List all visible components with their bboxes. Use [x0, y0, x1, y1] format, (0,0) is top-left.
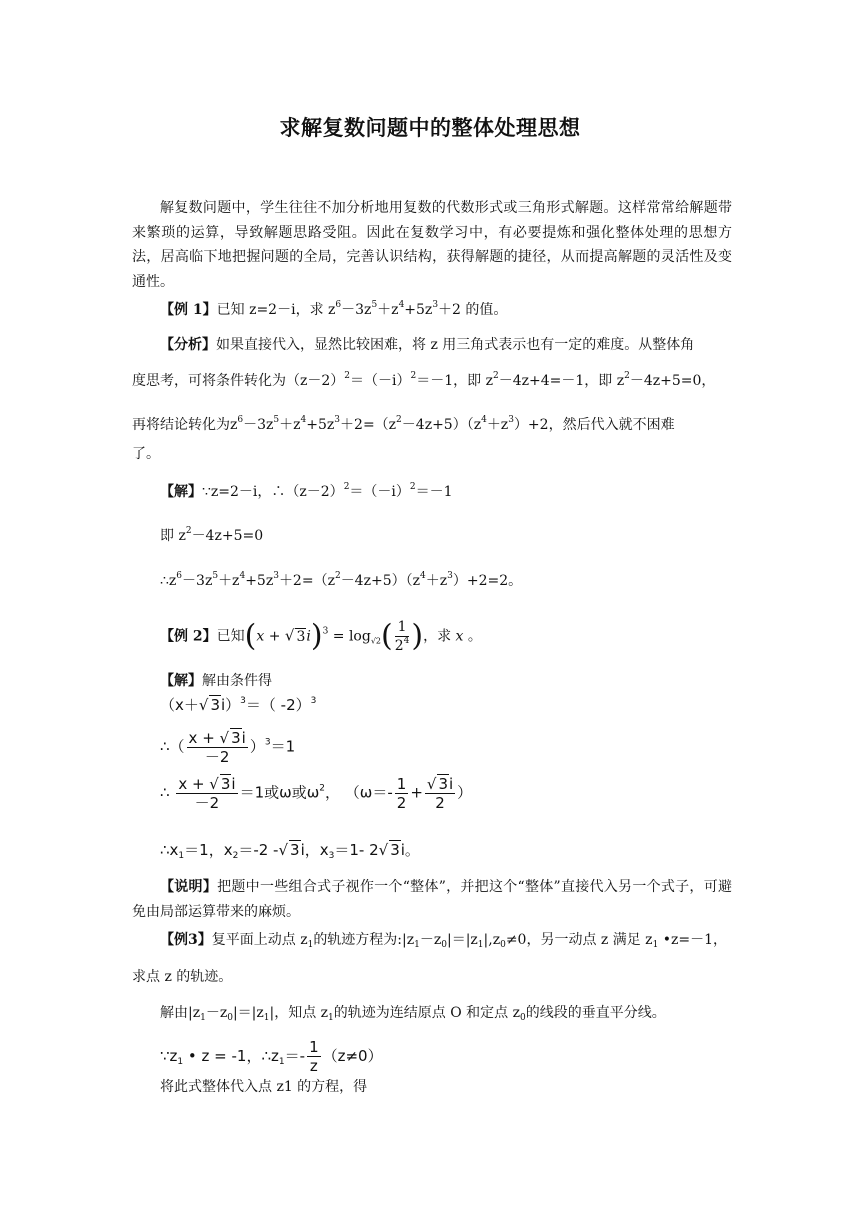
example-3-final: 将此式整体代入点 z1 的方程，得 — [160, 1079, 368, 1095]
example-2-step3: ∴ $\frac{x + √ 3i}{-2}$ ＝1或ω或$\omega^2$， （ω＝- $\frac{1}{2}$ + $\frac{√ 3i}{2}$ ） — [160, 774, 473, 812]
example-2-step2: ∴（ $\frac{x + √ 3i}{-2}$ ）$^3$＝1 — [160, 729, 296, 766]
example-2-step1: （x＋√ 3i）$^3$＝（ -2）$^3$ — [160, 696, 317, 714]
example-2-statement: 【例 2】已知(x + √ $3i)^3 = \log_{√2}$( $\frac{1}{2^4}$ )，求 x 。 — [160, 618, 482, 654]
example-1-solution-line2: 即 $z^2-4z+5=0$ — [160, 526, 264, 544]
example-3-statement: 【例3】复平面上动点 $z_1$的轨迹方程为$:|z_1-z_0|=|z_1|,z_0\ne 0$，另一动点 z 满足 $z_1$ •z=－1， — [160, 932, 728, 950]
example-1-solution-line3: $\therefore z^6-3z^5+z^4+5z^3+2=(z^2-4z+5)(z^4+z^3)+2=2$。 — [160, 571, 523, 589]
example-1-analysis-line3: 再将结论转化为$z^6-3z^5+z^4+5z^3+2=(z^2-4z+5)(z^4+z^3)+2$，然后代入就不困难 — [132, 415, 675, 433]
example-1-analysis-line2: 度思考，可将条件转化为$(z-2)^2=(-i)^2=-1$，即 $z^2-4z+4=-1$，即 $z^2-4z+5=0$， — [132, 371, 716, 389]
example-2-solution: 【解】解由条件得 — [160, 673, 272, 689]
intro-paragraph: 解复数问题中，学生往往不加分析地用复数的代数形式或三角形式解题。这样常常给解题带来繁琐的运算，导致解题思路受阻。因此在复数学习中，有必要提炼和强化整体处理的思想方法，居高临下地把握问题的全局，完善认识结构，获得解题的捷径，从而提高解题的灵活性及变通性。 — [132, 200, 732, 290]
example-3-solution: 解由$|z_1-z_0|=|z_1|$，知点 $z_1$的轨迹为连结原点 O 和定点 $z_0$的线段的垂直平分线。 — [160, 1005, 666, 1023]
example-1-statement: 【例 1】已知 z=2－i，求 $z^6-3z^5+z^4+5z^3+2$ 的值。 — [160, 300, 508, 318]
example-1-analysis-line4: 了。 — [132, 446, 160, 462]
page-title: 求解复数问题中的整体处理思想 — [279, 116, 581, 140]
example-1-analysis: 【分析】如果直接代入，显然比较困难，将 z 用三角式表示也有一定的难度。从整体角 — [160, 337, 695, 353]
example-1-solution: 【解】∵z=2－i，$\therefore(z-2)^2=(-i)^2=-1$ — [160, 482, 453, 500]
example-3-statement-line2: 求点 z 的轨迹。 — [132, 969, 233, 985]
example-3-step1: $\because z_1$ • z = -1，$\therefore z_1=-$ $\frac{1}{z}$ （z≠0） — [160, 1038, 383, 1075]
note-paragraph: 【说明】把题中一些组合式子视作一个“整体”，并把这个“整体”直接代入另一个式子，可避免由局部运算带来的麻烦。 — [132, 879, 732, 920]
example-2-step4: $\therefore x_1=1$，$x_2=-2$ -√ 3i，$x_3=1-$ 2√ 3i。 — [160, 841, 420, 861]
